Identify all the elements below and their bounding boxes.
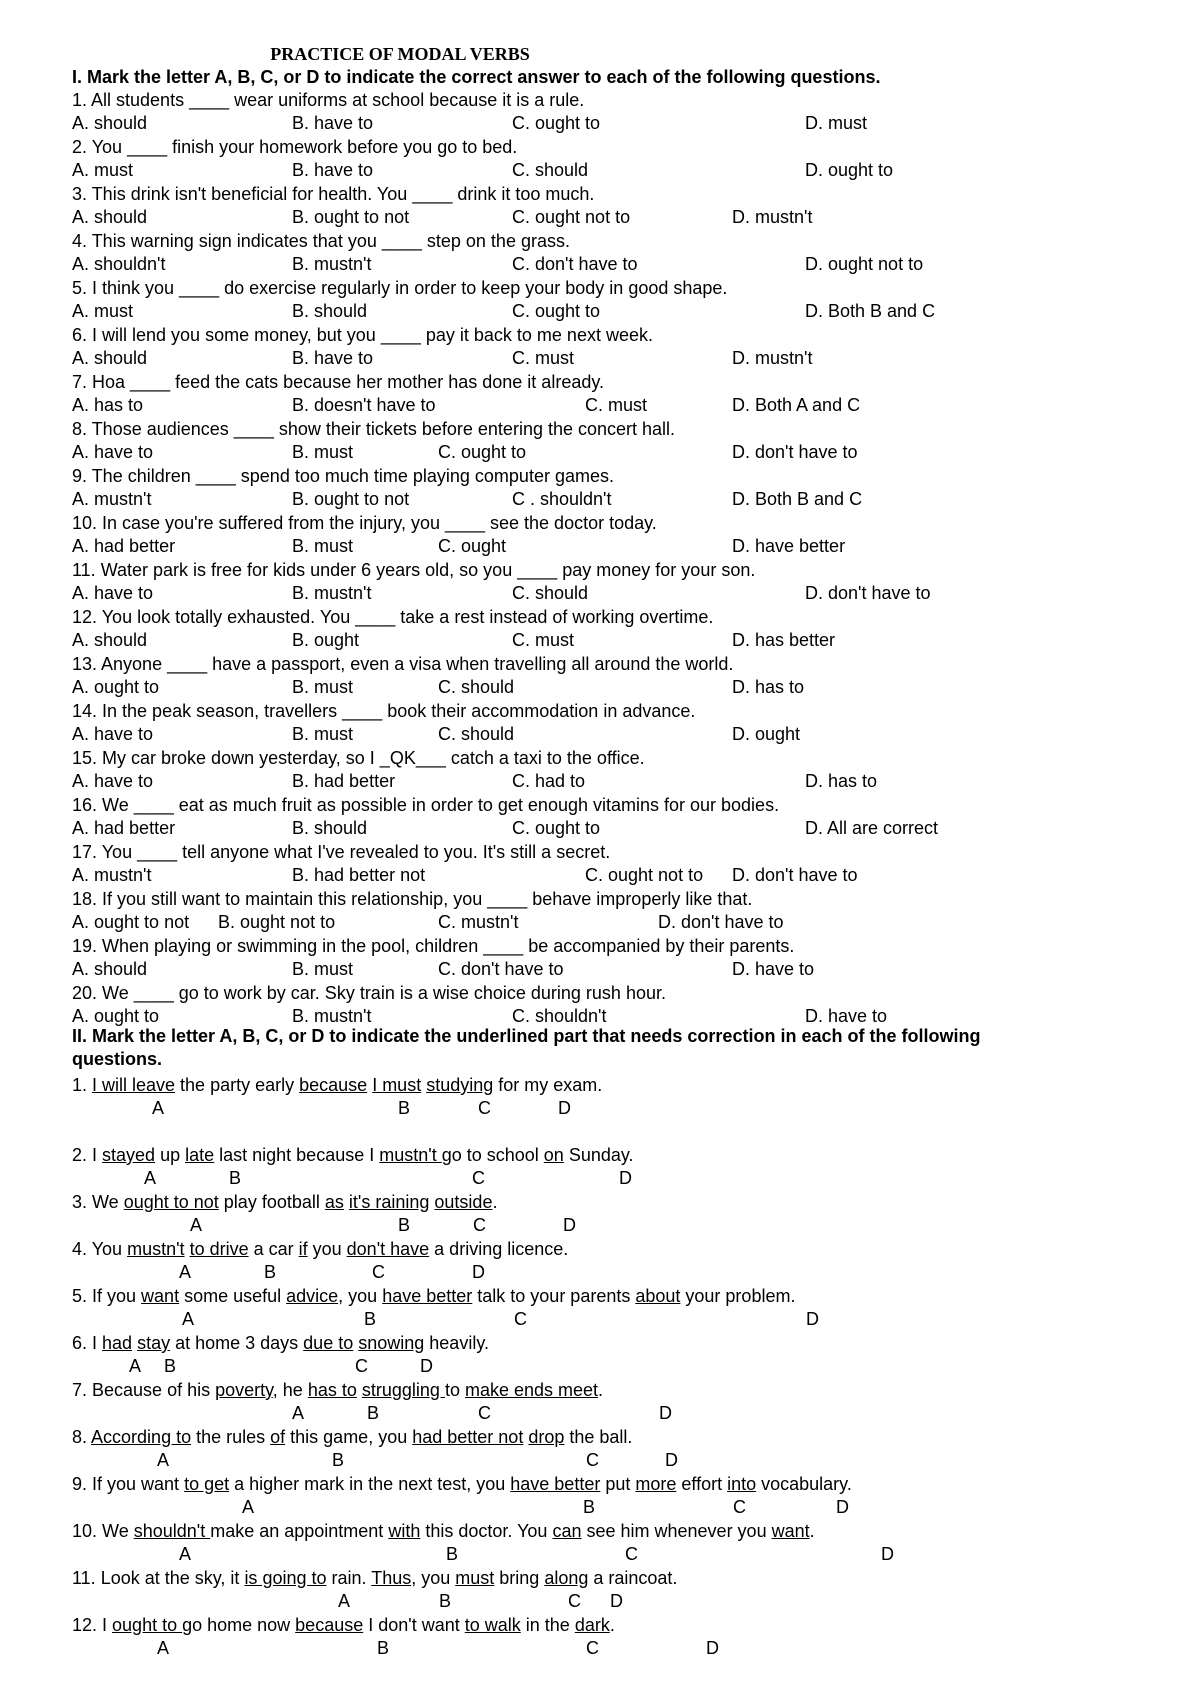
question-8-text: 8. Those audiences ____ show their tickets before entering the concert hall. [72,419,676,439]
error-question-3 [72,1192,497,1213]
question-18-text: 18. If you still want to maintain this relationship, you ____ behave improperly like that. [72,889,753,909]
answer-letter-d: D [420,1356,433,1376]
question-4-option-a: A. shouldn't [72,254,166,274]
answer-letter-b: B [164,1356,177,1376]
underlined-part: to get [184,1474,230,1494]
question-20-option-c: C. shouldn't [512,1006,607,1026]
sentence-text: , he [272,1380,308,1400]
sentence-text: to [444,1380,465,1400]
answer-letter-b: B [446,1544,459,1564]
question-17-text: 17. You ____ tell anyone what I've revealed to you. It's still a secret. [72,842,611,862]
question-15-option-d: D. has to [805,771,878,791]
answer-letter-c: C [733,1497,746,1517]
answer-letter-c: C [372,1262,385,1282]
underlined-part: I must [372,1075,422,1095]
underlined-part: Thus [371,1568,412,1588]
underlined-part: if [298,1239,308,1259]
question-1-option-a: A. should [72,113,148,133]
sentence-text: for my exam. [493,1075,603,1095]
answer-letter-c: C [478,1098,491,1118]
underlined-part: studying [426,1075,494,1095]
question-20-option-b: B. mustn't [292,1006,372,1026]
question-17-option-a: A. mustn't [72,865,152,885]
error-question-2 [72,1145,634,1166]
error-question-9 [72,1474,852,1495]
question-12-text: 12. You look totally exhausted. You ____ take a rest instead of working overtime. [72,607,714,627]
question-1-option-c: C. ought to [512,113,601,133]
sentence-text: put [600,1474,636,1494]
question-20-option-d: D. have to [805,1006,888,1026]
question-16-option-a: A. had better [72,818,176,838]
sentence-text: effort [676,1474,728,1494]
answer-letter-b: B [364,1309,377,1329]
question-19-option-c: C. don't have to [438,959,564,979]
answer-letter-a: A [152,1098,165,1118]
error-question-10 [72,1521,815,1542]
underlined-part: outside [434,1192,493,1212]
sentence-text: 2. I [72,1145,103,1165]
answer-letter-c: C [355,1356,368,1376]
answer-letter-a: A [179,1544,192,1564]
question-20-option-a: A. ought to [72,1006,160,1026]
answer-letter-d: D [472,1262,485,1282]
question-16-option-d: D. All are correct [805,818,939,838]
sentence-text: heavily. [424,1333,489,1353]
answer-letter-a: A [157,1450,170,1470]
question-15-option-b: B. had better [292,771,396,791]
answer-letter-a: A [338,1591,351,1611]
sentence-text: at home 3 days [170,1333,304,1353]
underlined-part: stay [137,1333,171,1353]
underlined-part: as [324,1192,344,1212]
sentence-text: I don't want [363,1615,465,1635]
question-18-option-b: B. ought not to [218,912,336,932]
question-3-text: 3. This drink isn't beneficial for health. You ____ drink it too much. [72,184,595,204]
question-9-option-a: A. mustn't [72,489,152,509]
underlined-part: snowing [358,1333,425,1353]
question-6-option-b: B. have to [292,348,374,368]
answer-letter-b: B [439,1591,452,1611]
error-question-8 [72,1427,632,1448]
question-18-option-d: D. don't have to [658,912,784,932]
underlined-part: want [771,1521,810,1541]
sentence-text: go to school [441,1145,544,1165]
question-11-option-d: D. don't have to [805,583,931,603]
sentence-text: rain. [326,1568,372,1588]
question-10-option-b: B. must [292,536,354,556]
underlined-part: had [102,1333,133,1353]
sentence-text: the ball. [564,1427,633,1447]
question-13-text: 13. Anyone ____ have a passport, even a visa when travelling all around the world. [72,654,734,674]
question-19-text: 19. When playing or swimming in the pool, children ____ be accompanied by their parents. [72,936,795,956]
answer-letter-c: C [478,1403,491,1423]
question-4-option-d: D. ought not to [805,254,924,274]
answer-letter-d: D [706,1638,719,1658]
underlined-part: want [141,1286,180,1306]
underlined-part: along [544,1568,589,1588]
sentence-text: your problem. [680,1286,796,1306]
sentence-text: . [598,1380,604,1400]
question-14-option-a: A. have to [72,724,154,744]
question-14-option-c: C. should [438,724,515,744]
underlined-part: ought to not [123,1192,219,1212]
sentence-text: 11. Look at the sky, it [72,1568,245,1588]
question-11-text: 11. Water park is free for kids under 6 years old, so you ____ pay money for your son. [72,560,756,580]
sentence-text: 8. [72,1427,92,1447]
question-6-option-a: A. should [72,348,148,368]
question-11-option-b: B. mustn't [292,583,372,603]
question-16-option-b: B. should [292,818,368,838]
underlined-part: is going to [244,1568,327,1588]
question-4-option-c: C. don't have to [512,254,638,274]
answer-letter-d: D [659,1403,672,1423]
answer-letter-b: B [398,1215,411,1235]
underlined-part: dark [574,1615,610,1635]
underlined-part: because [299,1075,368,1095]
answer-letter-a: A [179,1262,192,1282]
sentence-text: 5. If you [72,1286,142,1306]
underlined-part: late [185,1145,215,1165]
question-17-option-c: C. ought not to [585,865,704,885]
question-19-option-a: A. should [72,959,148,979]
question-7-option-a: A. has to [72,395,144,415]
question-16-option-c: C. ought to [512,818,601,838]
answer-letter-d: D [881,1544,894,1564]
underlined-part: on [543,1145,564,1165]
answer-letter-b: B [398,1098,411,1118]
underlined-part: struggling [361,1380,445,1400]
answer-letter-c: C [586,1638,599,1658]
question-10-text: 10. In case you're suffered from the injury, you ____ see the doctor today. [72,513,657,533]
sentence-text: the rules [191,1427,271,1447]
question-2-option-a: A. must [72,160,134,180]
question-3-option-a: A. should [72,207,148,227]
error-question-6 [72,1333,489,1354]
underlined-part: According to [91,1427,192,1447]
question-10-option-a: A. had better [72,536,176,556]
question-10-option-c: C. ought [438,536,507,556]
underlined-part: I will leave [92,1075,176,1095]
section-2-heading-line-1: II. Mark the letter A, B, C, or D to indicate the underlined part that needs correction in each of the following [72,1026,981,1046]
underlined-part: ought to [112,1615,183,1635]
question-18-option-c: C. mustn't [438,912,519,932]
sentence-text: the party early [175,1075,300,1095]
question-15-option-a: A. have to [72,771,154,791]
question-13-option-a: A. ought to [72,677,160,697]
sentence-text: . [809,1521,815,1541]
sentence-text: . [609,1615,615,1635]
answer-letter-d: D [665,1450,678,1470]
sentence-text: last night because I [214,1145,380,1165]
error-question-4 [72,1239,568,1260]
question-12-option-c: C. must [512,630,575,650]
answer-letter-b: B [377,1638,390,1658]
underlined-part: don't have [346,1239,430,1259]
sentence-text: in the [520,1615,575,1635]
question-11-option-c: C. should [512,583,589,603]
section-2-heading-line-2: questions. [72,1049,163,1069]
answer-letter-d: D [610,1591,623,1611]
underlined-part: have better [510,1474,601,1494]
question-10-option-d: D. have better [732,536,846,556]
worksheet-title: PRACTICE OF MODAL VERBS [270,44,530,64]
underlined-part: must [455,1568,495,1588]
question-9-option-b: B. ought to not [292,489,410,509]
question-6-option-c: C. must [512,348,575,368]
underlined-part: drop [528,1427,565,1447]
underlined-part: mustn't [379,1145,442,1165]
sentence-text: 6. I [72,1333,103,1353]
question-2-option-b: B. have to [292,160,374,180]
question-16-text: 16. We ____ eat as much fruit as possible in order to get enough vitamins for our bodies. [72,795,780,815]
question-5-option-b: B. should [292,301,368,321]
question-1-option-b: B. have to [292,113,374,133]
sentence-text: you [307,1239,347,1259]
question-1-text: 1. All students ____ wear uniforms at school because it is a rule. [72,90,585,110]
answer-letter-d: D [836,1497,849,1517]
question-6-text: 6. I will lend you some money, but you ____ pay it back to me next week. [72,325,653,345]
underlined-part: because [295,1615,364,1635]
question-19-option-b: B. must [292,959,354,979]
question-7-text: 7. Hoa ____ feed the cats because her mother has done it already. [72,372,605,392]
question-17-option-b: B. had better not [292,865,426,885]
underlined-part: of [270,1427,286,1447]
question-2-text: 2. You ____ finish your homework before you go to bed. [72,137,518,157]
question-13-option-b: B. must [292,677,354,697]
sentence-text: 1. [72,1075,93,1095]
question-15-text: 15. My car broke down yesterday, so I _QK___ catch a taxi to the office. [72,748,645,768]
answer-letter-c: C [625,1544,638,1564]
underlined-part: into [727,1474,757,1494]
question-4-text: 4. This warning sign indicates that you ____ step on the grass. [72,231,570,251]
sentence-text: this game, you [285,1427,413,1447]
sentence-text: see him whenever you [581,1521,772,1541]
sentence-text: , you [338,1286,383,1306]
answer-letter-c: C [473,1215,486,1235]
question-3-option-c: C. ought not to [512,207,631,227]
underlined-part: can [552,1521,582,1541]
sentence-text: 4. You [72,1239,128,1259]
underlined-part: advice [286,1286,339,1306]
sentence-text: this doctor. You [420,1521,553,1541]
question-5-text: 5. I think you ____ do exercise regularly in order to keep your body in good shape. [72,278,728,298]
answer-letter-b: B [583,1497,596,1517]
error-question-1 [72,1075,602,1096]
answer-letter-d: D [563,1215,576,1235]
question-7-option-c: C. must [585,395,648,415]
question-9-option-c: C . shouldn't [512,489,612,509]
underlined-part: had better not [412,1427,524,1447]
answer-letter-b: B [229,1168,242,1188]
question-1-option-d: D. must [805,113,868,133]
question-12-option-b: B. ought [292,630,360,650]
question-12-option-a: A. should [72,630,148,650]
question-13-option-d: D. has to [732,677,805,697]
error-question-11 [72,1568,677,1589]
sentence-text: 12. I [72,1615,113,1635]
question-17-option-d: D. don't have to [732,865,858,885]
question-5-option-d: D. Both B and C [805,301,936,321]
question-9-option-d: D. Both B and C [732,489,863,509]
sentence-text: go home now [182,1615,296,1635]
question-14-text: 14. In the peak season, travellers ____ book their accommodation in advance. [72,701,696,721]
underlined-part: to drive [189,1239,249,1259]
question-8-option-d: D. don't have to [732,442,858,462]
question-6-option-d: D. mustn't [732,348,813,368]
answer-letter-c: C [568,1591,581,1611]
underlined-part: about [635,1286,681,1306]
underlined-part: mustn't [127,1239,185,1259]
question-7-option-d: D. Both A and C [732,395,861,415]
question-8-option-c: C. ought to [438,442,527,462]
sentence-text: talk to your parents [472,1286,636,1306]
sentence-text: a car [248,1239,299,1259]
answer-letter-a: A [157,1638,170,1658]
question-2-option-d: D. ought to [805,160,894,180]
question-8-option-a: A. have to [72,442,154,462]
question-5-option-a: A. must [72,301,134,321]
question-4-option-b: B. mustn't [292,254,372,274]
answer-letter-a: A [242,1497,255,1517]
sentence-text: bring [494,1568,545,1588]
sentence-text: up [155,1145,186,1165]
underlined-part: shouldn't [133,1521,211,1541]
answer-letter-a: A [182,1309,195,1329]
error-question-5 [72,1286,795,1307]
question-9-text: 9. The children ____ spend too much time playing computer games. [72,466,614,486]
answer-letter-a: A [144,1168,157,1188]
sentence-text: play football [218,1192,325,1212]
error-question-7 [72,1380,603,1401]
underlined-part: make ends meet [464,1380,599,1400]
answer-letter-d: D [558,1098,571,1118]
question-13-option-c: C. should [438,677,515,697]
sentence-text: a raincoat. [588,1568,678,1588]
answer-letter-a: A [129,1356,142,1376]
sentence-text: some useful [179,1286,287,1306]
question-12-option-d: D. has better [732,630,836,650]
underlined-part: with [388,1521,421,1541]
question-3-option-b: B. ought to not [292,207,410,227]
answer-letter-a: A [292,1403,305,1423]
underlined-part: have better [382,1286,473,1306]
sentence-text: vocabulary. [756,1474,852,1494]
sentence-text: , you [411,1568,456,1588]
sentence-text: 9. If you want [72,1474,185,1494]
answer-letter-a: A [190,1215,203,1235]
question-19-option-d: D. have to [732,959,815,979]
question-2-option-c: C. should [512,160,589,180]
sentence-text: 3. We [72,1192,124,1212]
question-15-option-c: C. had to [512,771,586,791]
sentence-text: make an appointment [210,1521,389,1541]
answer-letter-c: C [514,1309,527,1329]
sentence-text: 7. Because of his [72,1380,216,1400]
answer-letter-d: D [806,1309,819,1329]
sentence-text: a driving licence. [429,1239,569,1259]
question-20-text: 20. We ____ go to work by car. Sky train is a wise choice during rush hour. [72,983,666,1003]
underlined-part: it's raining [348,1192,430,1212]
question-18-option-a: A. ought to not [72,912,190,932]
section-1-heading: I. Mark the letter A, B, C, or D to indicate the correct answer to each of the following questions. [72,67,881,87]
question-3-option-d: D. mustn't [732,207,813,227]
underlined-part: poverty [215,1380,273,1400]
underlined-part: more [635,1474,677,1494]
underlined-part: stayed [102,1145,156,1165]
question-14-option-d: D. ought [732,724,801,744]
sentence-text: 10. We [72,1521,134,1541]
answer-letter-b: B [332,1450,345,1470]
answer-letter-d: D [619,1168,632,1188]
question-11-option-a: A. have to [72,583,154,603]
question-7-option-b: B. doesn't have to [292,395,436,415]
sentence-text: a higher mark in the next test, you [229,1474,511,1494]
question-14-option-b: B. must [292,724,354,744]
sentence-text: . [492,1192,498,1212]
sentence-text: Sunday. [563,1145,634,1165]
question-8-option-b: B. must [292,442,354,462]
answer-letter-b: B [367,1403,380,1423]
answer-letter-c: C [586,1450,599,1470]
answer-letter-c: C [472,1168,485,1188]
answer-letter-b: B [264,1262,277,1282]
underlined-part: to walk [464,1615,521,1635]
question-5-option-c: C. ought to [512,301,601,321]
underlined-part: due to [303,1333,354,1353]
underlined-part: has to [307,1380,357,1400]
error-question-12 [72,1615,615,1636]
